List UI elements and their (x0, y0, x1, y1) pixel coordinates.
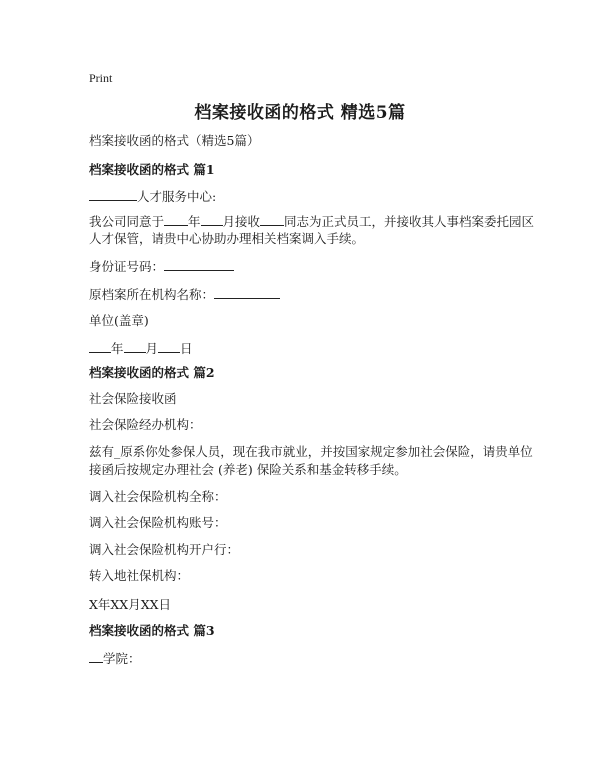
body-text: 年 (188, 214, 201, 229)
blank-line (201, 212, 223, 226)
section2-line2: 社会保险经办机构： (89, 417, 202, 432)
date-text: 年 (111, 341, 124, 356)
section2-field2: 调入社会保险机构账号： (89, 515, 227, 530)
section3-line1 (89, 649, 141, 668)
original-archive-label: 原档案所在机构名称： (89, 287, 215, 302)
section1-body-line2: 人才保管，请贵中心协助办理相关档案调入手续。 (89, 231, 365, 246)
blank-line (89, 187, 137, 201)
body-text: 同志为正式员工，并接收其人事档案委托园区 (284, 214, 535, 229)
section2-field1: 调入社会保险机构全称： (89, 489, 227, 504)
id-number-label: 身份证号码： (89, 259, 165, 274)
id-number-line (89, 257, 234, 276)
section1-date-line (89, 339, 193, 358)
blank-line (158, 339, 180, 353)
blank-line (164, 212, 188, 226)
date-text: 日 (180, 341, 193, 356)
document-subtitle: 档案接收函的格式（精选5篇） (89, 133, 260, 148)
section2-field3: 调入社会保险机构开户行： (89, 542, 240, 557)
blank-line (89, 339, 111, 353)
original-archive-line (89, 285, 280, 304)
section1-addressee-line (89, 187, 216, 206)
blank-line (164, 257, 234, 271)
section2-line1: 社会保险接收函 (89, 391, 177, 406)
addressee-text: 人才服务中心: (137, 189, 217, 204)
seal-line: 单位(盖章) (89, 313, 149, 328)
print-link[interactable]: Print (89, 71, 113, 85)
date-text: 月 (145, 341, 159, 356)
blank-line (214, 285, 280, 299)
blank-line (260, 212, 284, 226)
section1-body-line1 (89, 212, 534, 231)
section3-heading: 档案接收函的格式 篇3 (89, 623, 215, 638)
section2-body-line1: 兹有_原系你处参保人员，现在我市就业，并按国家规定参加社会保险，请贵单位 (89, 444, 533, 459)
blank-line (124, 339, 146, 353)
section2-heading: 档案接收函的格式 篇2 (89, 365, 215, 380)
section2-date: X年XX月XX日 (89, 597, 171, 612)
section2-body-line2: 接函后按规定办理社会 (养老) 保险关系和基金转移手续。 (89, 462, 407, 477)
document-title: 档案接收函的格式 精选5篇 (194, 103, 406, 123)
body-text: 我公司同意于 (89, 214, 165, 229)
section1-heading: 档案接收函的格式 篇1 (89, 162, 215, 177)
section2-field4: 转入地社保机构： (89, 568, 190, 583)
body-text: 月接收 (222, 214, 261, 229)
school-label: 学院： (103, 651, 141, 666)
blank-line (89, 649, 103, 663)
